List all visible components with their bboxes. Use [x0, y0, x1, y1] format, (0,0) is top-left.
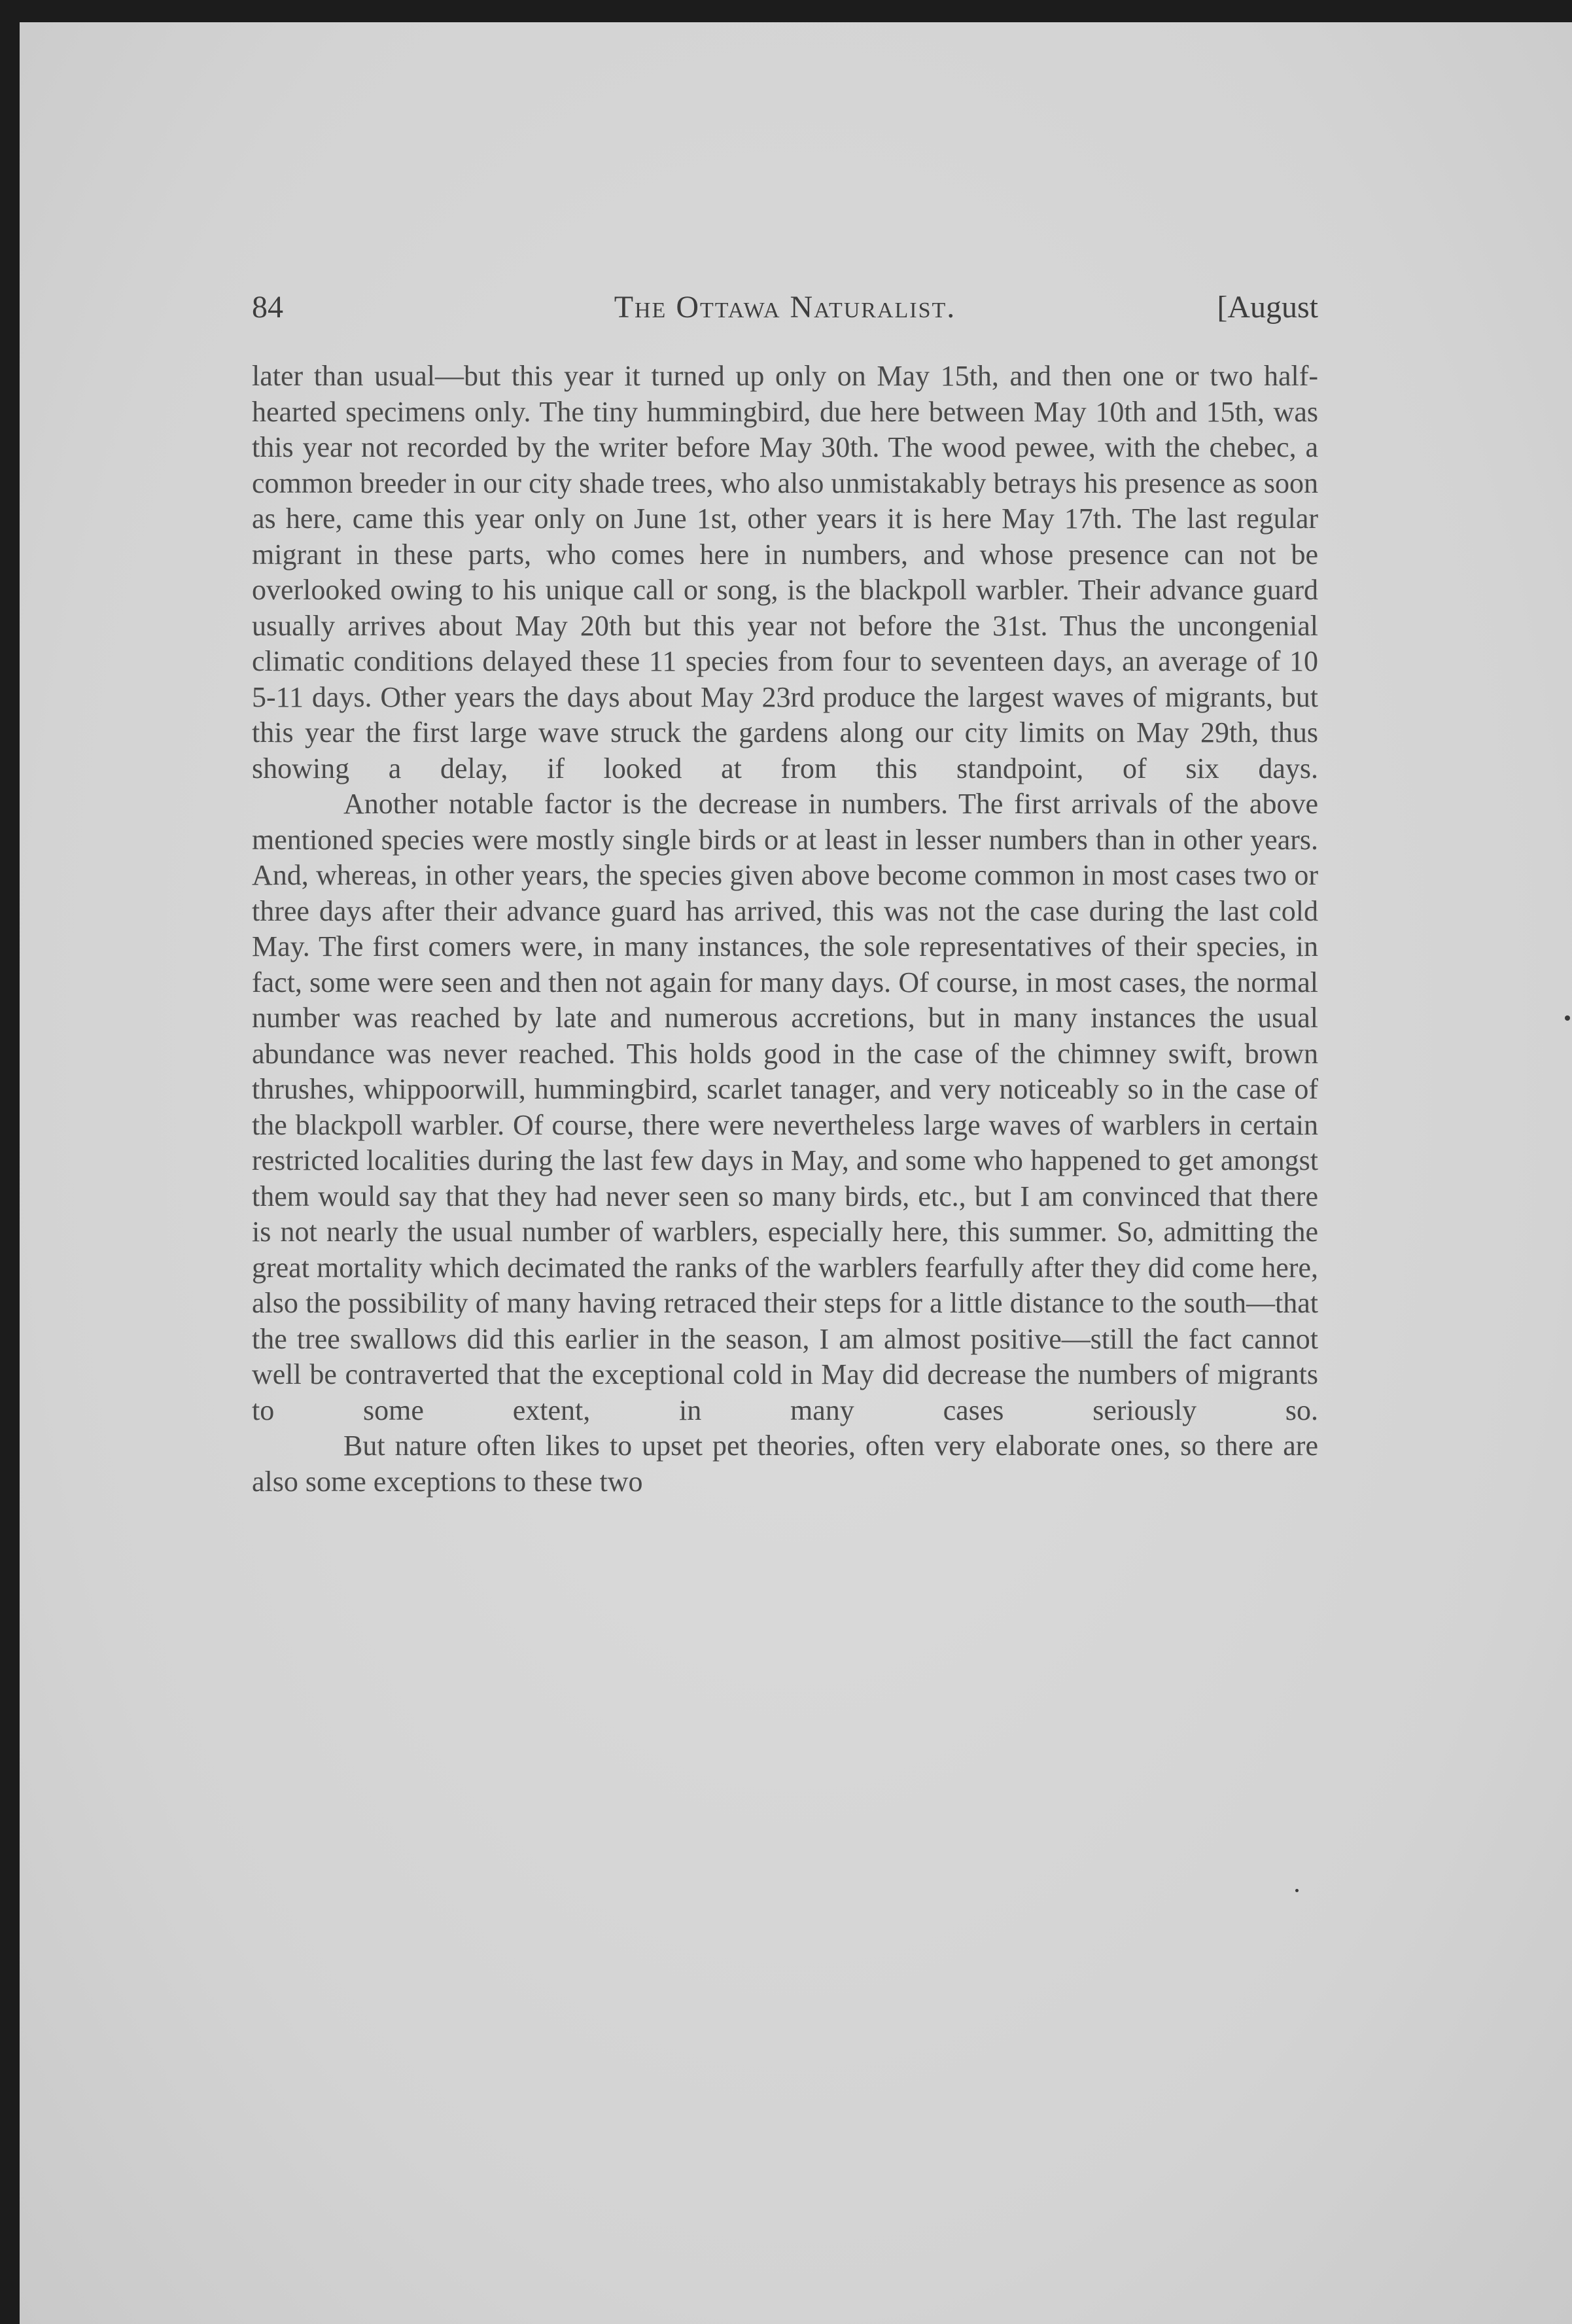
journal-title: The Ottawa Naturalist.	[614, 290, 956, 325]
paragraph: Another notable factor is the decrease in numbers. The first arrivals of the above mentioned species were mostly single birds or at least in lesser numbers than in other years. And, whereas, in other years, the species given above become common in most cases two or three days after their advance guard has arrived, this was not the case during the last cold May. The first comers were, in many instances, the sole representatives of their species, in fact, some were seen and then not again for many days. Of course, in most cases, the normal number was reached by late and numerous accretions, but in many instances the usual abundance was never reached. This holds good in the case of the chimney swift, brown thrushes, whippoorwill, hummingbird, scarlet tanager, and very noticeably so in the case of the blackpoll warbler. Of course, there were nevertheless large waves of warblers in certain restricted localities during the last few days in May, and some who happened to get amongst them would say that they had never seen so many birds, etc., but I am convinced that there is not nearly the usual number of warblers, especially here, this summer. So, admitting the great mortality which decimated the ranks of the warblers fearfully after they did come here, also the possibility of many having retraced their steps for a little distance to the south—that the tree swallows did this earlier in the season, I am almost positive—still the fact cannot well be contraverted that the exceptional cold in May did decrease the numbers of migrants to some extent, in many cases seriously so.	[252, 788, 1318, 1426]
running-head	[252, 281, 1318, 334]
article-body	[252, 359, 1318, 1500]
ink-speck	[1565, 1015, 1570, 1021]
paragraph: But nature often likes to upset pet theories, often very elaborate ones, so there are also some exceptions to these two	[252, 1430, 1318, 1498]
ink-speck	[1295, 1889, 1299, 1892]
page-number: 84	[252, 290, 283, 325]
issue-month: [August	[1217, 290, 1318, 325]
paragraph: later than usual—but this year it turned up only on May 15th, and then one or two half-hearted specimens only. The tiny hummingbird, due here between May 10th and 15th, was this year not recorded by the writer before May 30th. The wood pewee, with the chebec, a common breeder in our city shade trees, who also unmistakably betrays his presence as soon as here, came this year only on June 1st, other years it is here May 17th. The last regular migrant in these parts, who comes here in numbers, and whose presence can not be overlooked owing to his unique call or song, is the blackpoll warbler. Their advance guard usually arrives about May 20th but this year not before the 31st. Thus the uncongenial climatic conditions delayed these 11 species from four to seventeen days, an average of 10 5-11 days. Other years the days about May 23rd produce the largest waves of migrants, but this year the first large wave struck the gardens along our city limits on May 29th, thus showing a delay, if looked at from this standpoint, of six days.	[252, 360, 1318, 784]
